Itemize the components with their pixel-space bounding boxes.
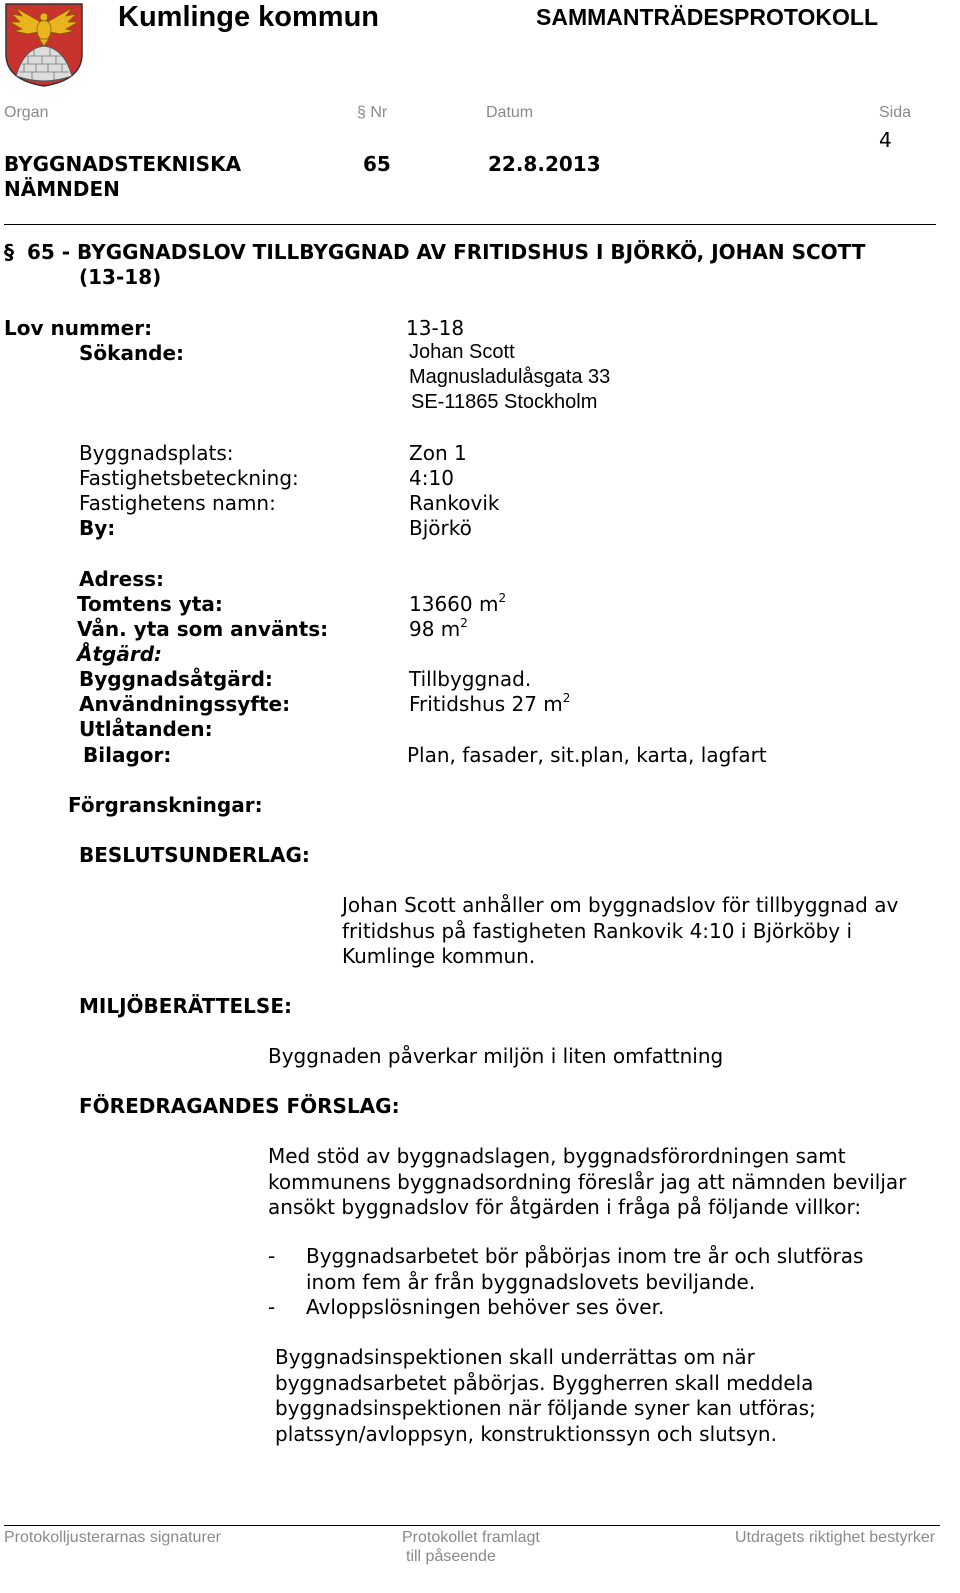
inspection-text: Byggnadsinspektionen skall underrättas om när byggnadsarbetet påbörjas. Byggherren skall meddela byggnadsinspektionen när följande syner kan utföras; platssyn/avloppsyn, konstruktionssyn och slutsyn. — [275, 1345, 816, 1446]
municipality-name: Kumlinge kommun — [118, 1, 380, 33]
bilagor-value: Plan, fasader, sit.plan, karta, lagfart — [407, 743, 767, 767]
forgranskningar-label: Förgranskningar: — [68, 793, 263, 817]
van-yta-label: Vån. yta som använts: — [77, 617, 329, 641]
footer-signatures: Protokolljusterarnas signaturer — [4, 1529, 221, 1546]
atgard-label: Åtgärd: — [77, 642, 163, 666]
miljoberattelse-text: Byggnaden påverkar miljön i liten omfattning — [268, 1044, 724, 1068]
byggnadsplats-label: Byggnadsplats: — [79, 441, 234, 465]
fastighetens-namn-value: Rankovik — [409, 491, 500, 515]
beslutsunderlag-text: Johan Scott anhåller om byggnadslov för tillbyggnad av fritidshus på fastigheten Rankovik 4:10 i Björköby i Kumlinge kommun. — [342, 893, 899, 968]
miljoberattelse-heading: MILJÖBERÄTTELSE: — [79, 994, 292, 1018]
anvandningssyfte-label: Användningssyfte: — [79, 692, 291, 716]
sokande-label: Sökande: — [79, 341, 185, 365]
footer-bestyrker: Utdragets riktighet bestyrker — [735, 1529, 936, 1546]
byggnadsplats-value: Zon 1 — [409, 441, 467, 465]
section-sign: § — [4, 240, 14, 264]
organ-line-2: NÄMNDEN — [4, 177, 120, 201]
van-yta-value: 98 $m^2$ — [409, 616, 468, 641]
forslag-text: Med stöd av byggnadslagen, byggnadsförordningen samt kommunens byggnadsordning föreslår jag att nämnden beviljar ansökt byggnadslov för åtgärden i fråga på följande villkor: — [268, 1144, 907, 1219]
squared-superscript: 2 — [460, 616, 468, 630]
sokande-name: Johan Scott — [409, 341, 515, 363]
squared-superscript: 2 — [562, 691, 571, 705]
header-divider — [4, 224, 936, 225]
coat-of-arms-icon — [4, 2, 84, 88]
adress-label: Adress: — [79, 567, 165, 591]
tomtens-yta-value: 13660 $m^2$ — [409, 591, 507, 616]
section-title-line-2: (13-18) — [79, 265, 162, 289]
beslutsunderlag-heading: BESLUTSUNDERLAG: — [79, 843, 310, 867]
condition-bullet: - — [268, 1295, 276, 1319]
column-label-sida: Sida — [879, 104, 912, 121]
foredragandes-forslag-heading: FÖREDRAGANDES FÖRSLAG: — [79, 1094, 400, 1118]
sokande-city: SE-11865 Stockholm — [411, 391, 598, 413]
byggnadsatgard-label: Byggnadsåtgärd: — [79, 667, 273, 691]
column-label-datum: Datum — [486, 104, 534, 121]
footer-framlagt-line-1: Protokollet framlagt — [402, 1529, 540, 1546]
tomtens-yta-label: Tomtens yta: — [77, 592, 223, 616]
meeting-date: 22.8.2013 — [488, 152, 601, 176]
sokande-street: Magnusladulåsgata 33 — [409, 366, 611, 388]
lov-nummer-value: 13-18 — [406, 316, 465, 340]
fastighetens-namn-label: Fastighetens namn: — [79, 491, 276, 515]
section-title-line-1: 65 - BYGGNADSLOV TILLBYGGNAD AV FRITIDSHUS I BJÖRKÖ, JOHAN SCOTT — [27, 240, 866, 264]
condition-item: Avloppslösningen behöver ses över. — [306, 1295, 665, 1319]
document-type: SAMMANTRÄDESPROTOKOLL — [536, 4, 879, 30]
condition-item: Byggnadsarbetet bör påbörjas inom tre år och slutföras inom fem år från byggnadslovets beviljande. — [306, 1244, 864, 1294]
footer-divider — [4, 1525, 940, 1526]
condition-bullet: - — [268, 1244, 276, 1268]
utlatanden-label: Utlåtanden: — [79, 717, 213, 741]
column-label-organ: Organ — [4, 104, 49, 121]
footer-framlagt-line-2: till påseende — [406, 1548, 496, 1565]
fastighetsbeteckning-value: 4:10 — [409, 466, 454, 490]
squared-superscript: 2 — [498, 591, 507, 605]
by-label: By: — [79, 516, 116, 540]
organ-line-1: BYGGNADSTEKNISKA — [4, 152, 242, 176]
column-label-nr: § Nr — [357, 104, 388, 121]
by-value: Björkö — [409, 516, 472, 540]
page-number: 4 — [879, 128, 892, 152]
paragraph-number: 65 — [363, 152, 391, 176]
lov-nummer-label: Lov nummer: — [4, 316, 153, 340]
anvandningssyfte-value: Fritidshus 27 $m^2$ — [409, 691, 571, 716]
bilagor-label: Bilagor: — [83, 743, 172, 767]
byggnadsatgard-value: Tillbyggnad. — [409, 667, 532, 691]
fastighetsbeteckning-label: Fastighetsbeteckning: — [79, 466, 299, 490]
